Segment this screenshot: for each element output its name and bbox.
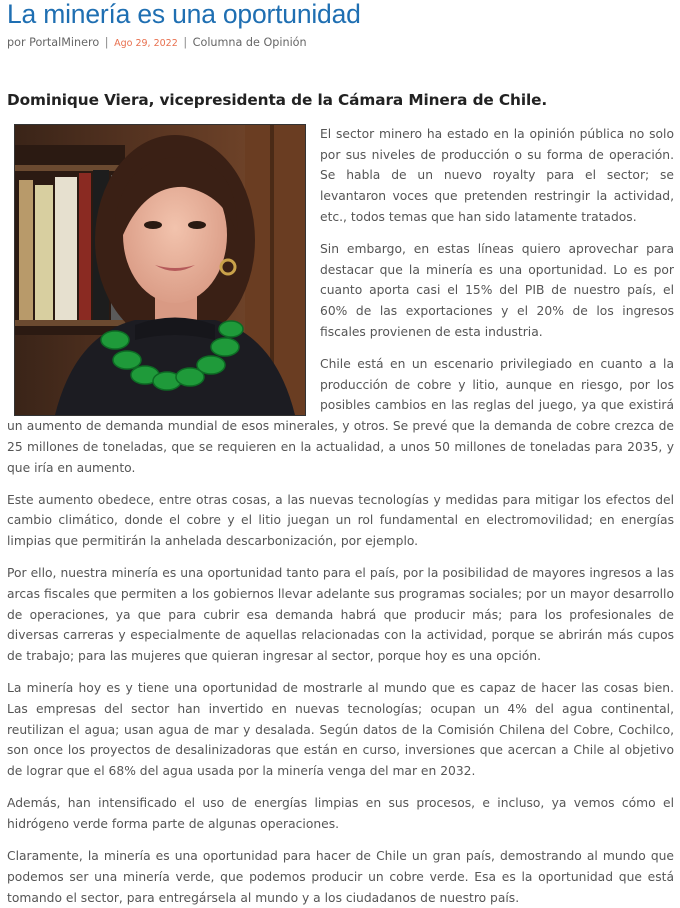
article-body bbox=[7, 124, 674, 908]
article-meta bbox=[7, 36, 674, 51]
article-paragraph: Además, han intensificado el uso de energías limpias en sus procesos, e incluso, ya vemos cómo el hidrógeno verde forma parte de algunas operaciones. bbox=[7, 796, 674, 832]
meta-separator: | bbox=[183, 36, 188, 49]
author-photo bbox=[14, 124, 306, 416]
article-title[interactable]: La minería es una oportunidad bbox=[7, 0, 361, 29]
article-paragraph: Por ello, nuestra minería es una oportunidad tanto para el país, por la posibilidad de mayores ingresos a las arcas fiscales que permiten a los gobiernos llevar adelante sus programas sociales; por un mayor desarrollo de operaciones, ya que para cubrir esa demanda habrá que producir más; para los profesionales de diversas carreras y especialmente de aquellas relacionadas con la actividad, porque se abrirán más cupos de trabajo; para las mujeres que quieran ingresar al sector, porque hoy es una opción. bbox=[7, 566, 674, 664]
portrait-image bbox=[15, 125, 305, 415]
meta-author-link[interactable]: PortalMinero bbox=[29, 36, 100, 49]
article-paragraph: Este aumento obedece, entre otras cosas, a las nuevas tecnologías y medidas para mitigar los efectos del cambio climático, donde el cobre y el litio juegan un rol fundamental en electromovilidad; en energías limpias que permitirán la anhelada descarbonización, por ejemplo. bbox=[7, 492, 674, 549]
article-subtitle: Dominique Viera, vicepresidenta de la Cámara Minera de Chile. bbox=[7, 91, 548, 109]
article-paragraph: La minería hoy es y tiene una oportunidad de mostrarle al mundo que es capaz de hacer las cosas bien. Las empresas del sector han invertido en nuevas tecnologías; ocupan un 4% del agua continental, reutilizan el agua; usan agua de mar y desalada. Según datos de la Comisión Chilena del Cobre, Cochilco, son once los proyectos de desalinizadoras que están en curso, inversiones que acercan a Chile al objetivo de lograr que el 68% del agua usada por la minería venga del mar en 2032. bbox=[7, 681, 674, 779]
meta-date: Ago 29, 2022 bbox=[114, 38, 178, 49]
meta-separator: | bbox=[104, 36, 109, 49]
meta-category-link[interactable]: Columna de Opinión bbox=[192, 36, 307, 49]
meta-by: por bbox=[7, 36, 26, 49]
article-paragraph: El sector minero ha estado en la opinión pública no solo por sus niveles de producción o su forma de operación. Se habla de un nuevo royalty para el sector; se levantaron voces que pretenden restringir la actividad, etc., todos temas que han sido latamente tratados. bbox=[320, 127, 674, 224]
article-paragraph: Sin embargo, en estas líneas quiero aprovechar para destacar que la minería es una oportunidad. Lo es por cuanto aporta casi el 15% del PIB de nuestro país, el 60% de las exportaciones y el 20% de los ingresos fiscales provienen de esta industria. bbox=[320, 242, 674, 339]
article-paragraph: Chile está en un escenario privilegiado en cuanto a la producción de cobre y litio, aunque en riesgo, por los posibles cambios en las reglas del juego, ya que existirá un aumento de demanda mundial de esos minerales, y otros. Se prevé que la demanda de cobre crezca de 25 millones de toneladas, que se requieren en la actualidad, a unos 50 millones de toneladas para 2035, y que iría en aumento. bbox=[7, 357, 674, 475]
article-paragraph: Claramente, la minería es una oportunidad para hacer de Chile un gran país, demostrando al mundo que podemos ser una minería verde, que podemos producir un cobre verde. Esa es la oportunidad que está tomando el sector, para entregársela al mundo y a los ciudadanos de nuestro país. bbox=[7, 849, 674, 905]
